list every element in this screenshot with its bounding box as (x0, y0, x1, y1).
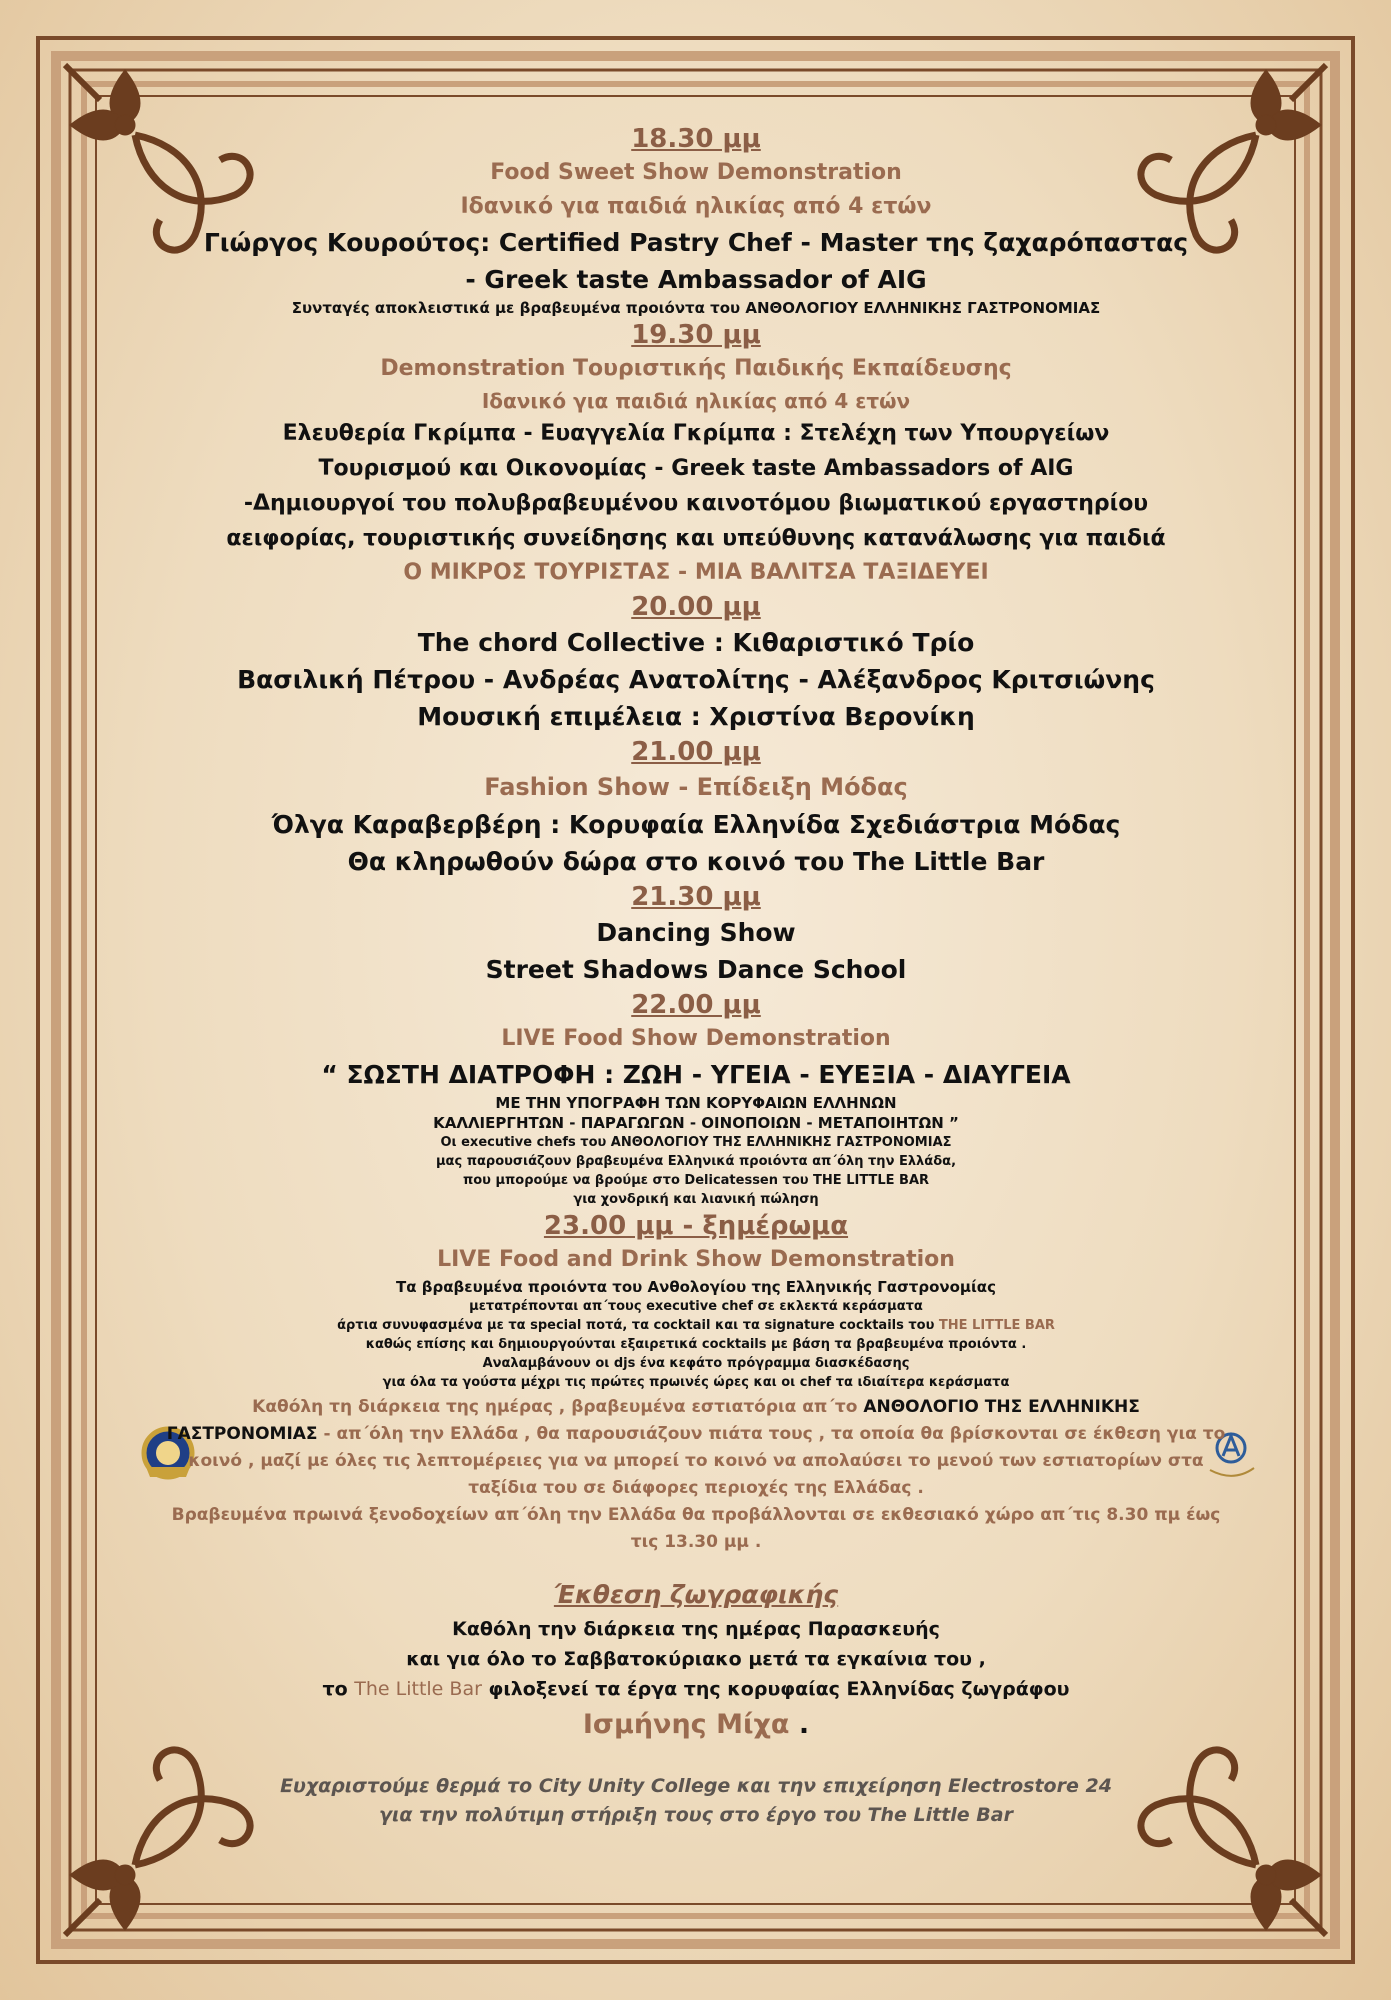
performer-line: Γιώργος Κουρούτος: Certified Pastry Chef - Master της ζαχαρόπαστας (203, 228, 1189, 257)
performer-line: Dancing Show (596, 918, 796, 947)
event-title: LIVE Food Show Demonstration (501, 1026, 891, 1051)
performer-line: Μουσική επιμέλεια : Χριστίνα Βερονίκη (417, 702, 975, 731)
description-line: για χονδρική και λιανική πώληση (573, 1192, 819, 1207)
description-line: για όλα τα γούστα μέχρι τις πρώτες πρωινές ώρες και οι chef τα ιδιαίτερα κεράσματα (382, 1375, 1010, 1390)
thanks-line: για την πολύτιμη στήριξη τους στο έργο του The Little Bar (379, 1804, 1013, 1826)
paragraph-line: τις 13.30 μμ . (630, 1532, 762, 1552)
performer-line: Θα κληρωθούν δώρα στο κοινό του The Little Bar (347, 847, 1045, 876)
performer-line: -Δημιουργοί του πολυβραβευμένου καινοτόμου βιωματικού εργαστηρίου (243, 491, 1149, 516)
description-line: που μπορούμε να βρούμε στο Delicatessen του THE LITTLE BAR (462, 1173, 930, 1188)
description-line: μετατρέπονται απ΄τους executive chef σε εκλεκτά κεράσματα (469, 1299, 923, 1314)
event-title: Food Sweet Show Demonstration (490, 160, 902, 185)
headline: “ ΣΩΣΤΗ ΔΙΑΤΡΟΦΗ : ΖΩΗ - ΥΓΕΙΑ - ΕΥΕΞΙΑ - ΔΙΑΥΓΕΙΑ (321, 1060, 1071, 1089)
paragraph-line: Βραβευμένα πρωινά ξενοδοχείων απ΄όλη την Ελλάδα θα προβάλλονται σε εκθεσιακό χώρο απ΄τις 8.30 πμ έως (171, 1505, 1221, 1525)
paragraph-line: ταξίδια του σε διάφορες περιοχές της Ελλάδας . (468, 1478, 924, 1498)
description-line: Αναλαμβάνουν οι djs ένα κεφάτο πρόγραμμα διασκέδασης (482, 1356, 910, 1371)
description-line: άρτια συνυφασμένα με τα special ποτά, τα cocktail και τα signature cocktails του THE LITTLE BAR (337, 1318, 1055, 1333)
time-19-30: 19.30 μμ (631, 320, 761, 350)
artist-name: Ισμήνης Μίχα . (582, 1709, 810, 1740)
painting-exhibition (150, 1576, 1242, 1746)
performer-line: The chord Collective : Κιθαριστικό Τρίο (417, 628, 975, 657)
recipe-note: Συνταγές αποκλειστικά με βραβευμένα προιόντα του ΑΝΘΟΛΟΓΙΟΥ ΕΛΛΗΝΙΚΗΣ ΓΑΣΤΡΟΝΟΜΙΑΣ (291, 299, 1101, 317)
headline-sub: ΚΑΛΛΙΕΡΓΗΤΩΝ - ΠΑΡΑΓΩΓΩΝ - ΟΙΝΟΠΟΙΩΝ - ΜΕΤΑΠΟΙΗΤΩΝ ” (433, 1114, 959, 1132)
time-23-00: 23.00 μμ - ξημέρωμα (543, 1211, 849, 1241)
performer-line: Τουρισμού και Οικονομίας - Greek taste Ambassadors of AIG (318, 456, 1074, 481)
event-program (150, 122, 1242, 1830)
performer-line: Ελευθερία Γκρίμπα - Ευαγγελία Γκρίμπα : Στελέχη των Υπουργείων (282, 421, 1110, 446)
event-title: Demonstration Τουριστικής Παιδικής Εκπαίδευσης (380, 356, 1012, 381)
painting-title: Έκθεση ζωγραφικής (553, 1580, 839, 1609)
description-line: Τα βραβευμένα προιόντα του Ανθολογίου της Ελληνικής Γαστρονομίας (396, 1278, 996, 1296)
paragraph-line: κοινό , μαζί με όλες τις λεπτομέρειες για να μπορεί το κοινό να απολαύσει το μενού των εστιατορίων στα (188, 1451, 1204, 1471)
paragraph-line: ΓΑΣΤΡΟΝΟΜΙΑΣ - απ΄όλη την Ελλάδα , θα παρουσιάζουν πιάτα τους , τα οποία θα βρίσκονται σε έκθεση για το (166, 1424, 1226, 1444)
painting-line: το The Little Bar φιλοξενεί τα έργα της κορυφαίας Ελληνίδας ζωγράφου (322, 1678, 1070, 1700)
time-21-00: 21.00 μμ (631, 737, 761, 767)
time-21-30: 21.30 μμ (631, 882, 761, 912)
performer-line: - Greek taste Ambassador of AIG (465, 265, 927, 294)
performer-line: Βασιλική Πέτρου - Ανδρέας Ανατολίτης - Αλέξανδρος Κριτσιώνης (237, 665, 1155, 694)
time-20-00: 20.00 μμ (631, 592, 761, 622)
performer-line: Street Shadows Dance School (485, 955, 907, 984)
painting-line: Καθόλη την διάρκεια της ημέρας Παρασκευής (452, 1618, 940, 1640)
event-title: Fashion Show - Επίδειξη Μόδας (484, 773, 908, 801)
paragraph-line: Καθόλη τη διάρκεια της ημέρας , βραβευμένα εστιατόρια απ΄το ΑΝΘΟΛΟΓΙΟ ΤΗΣ ΕΛΛΗΝΙΚΗΣ (252, 1397, 1140, 1417)
description-line: μας παρουσιάζουν βραβευμένα Ελληνικά προιόντα απ΄όλη την Ελλάδα, (435, 1154, 957, 1169)
workshop-name: Ο ΜΙΚΡΟΣ ΤΟΥΡΙΣΤΑΣ - ΜΙΑ ΒΑΛΙΤΣΑ ΤΑΞΙΔΕΥΕΙ (403, 560, 989, 585)
time-18-30: 18.30 μμ (631, 124, 761, 154)
event-title: LIVE Food and Drink Show Demonstration (437, 1247, 955, 1272)
time-22-00: 22.00 μμ (631, 990, 761, 1020)
restaurants-paragraph (150, 1394, 1242, 1556)
age-note: Ιδανικό για παιδιά ηλικίας από 4 ετών (460, 194, 932, 219)
painting-line: και για όλο το Σαββατοκύριακο μετά τα εγκαίνια του , (406, 1648, 986, 1670)
performer-line: αειφορίας, τουριστικής συνείδησης και υπεύθυνης κατανάλωσης για παιδιά (226, 526, 1166, 551)
description-line: Οι executive chefs του ΑΝΘΟΛΟΓΙΟΥ ΤΗΣ ΕΛΛΗΝΙΚΗΣ ΓΑΣΤΡΟΝΟΜΙΑΣ (440, 1135, 952, 1150)
headline-sub: ΜΕ ΤΗΝ ΥΠΟΓΡΑΦΗ ΤΩΝ ΚΟΡΥΦΑΙΩΝ ΕΛΛΗΝΩΝ (495, 1094, 897, 1112)
description-line: καθώς επίσης και δημιουργούνται εξαιρετικά cocktails με βάση τα βραβευμένα προιόντα . (365, 1337, 1027, 1352)
thanks-line: Ευχαριστούμε θερμά το City Unity College και την επιχείρηση Electrostore 24 (280, 1775, 1112, 1797)
acknowledgements (150, 1772, 1242, 1830)
age-note: Ιδανικό για παιδιά ηλικίας από 4 ετών (481, 389, 911, 413)
performer-line: Όλγα Καραβερβέρη : Κορυφαία Ελληνίδα Σχεδιάστρια Μόδας (271, 810, 1121, 839)
